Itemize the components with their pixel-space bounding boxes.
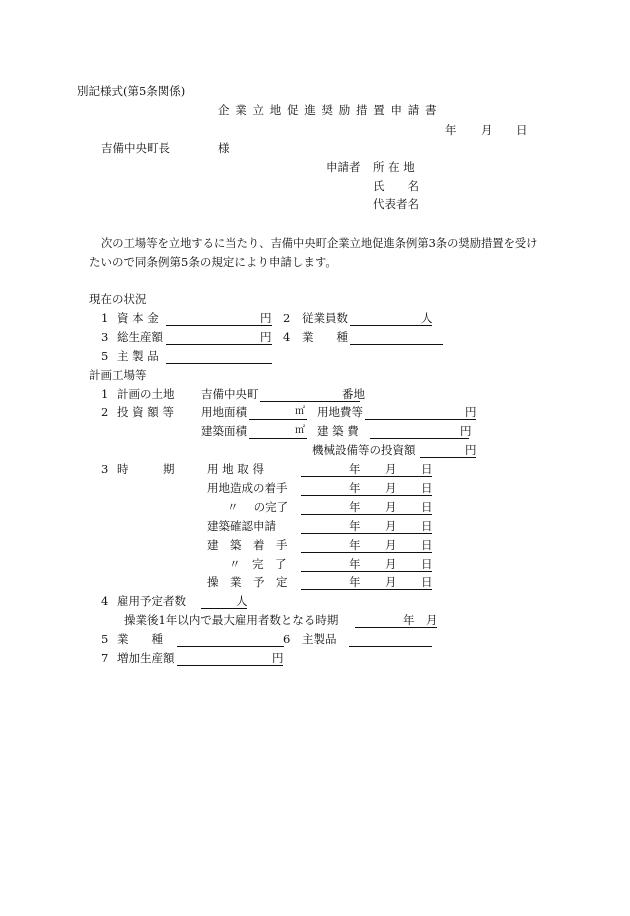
item-number: 6 (283, 632, 291, 646)
body-line-1: 次の工場等を立地するに当たり、吉備中央町企業立地促進条例第3条の奨励措置を受け (101, 237, 538, 250)
building-cost-field[interactable] (370, 426, 469, 439)
body-line-2: たいので同条例第5条の規定により申請します。 (89, 255, 337, 269)
building-cost-label: 建 築 費 (317, 424, 359, 438)
total-production-field[interactable] (166, 332, 272, 345)
month-unit: 月 (385, 538, 397, 552)
main-product-label: 主 製 品 (117, 349, 159, 363)
year-unit: 年 (349, 538, 361, 552)
schedule-date-field[interactable] (301, 540, 432, 553)
month-unit: 月 (385, 557, 397, 571)
schedule-label: 操 業 予 定 (207, 575, 288, 589)
month-unit: 月 (385, 462, 397, 476)
item-number: 3 (101, 462, 109, 476)
equipment-label: 機械設備等の投資額 (312, 443, 416, 457)
year-unit: 年 (349, 462, 361, 476)
square-meter-unit: ㎡ (295, 406, 305, 417)
square-meter-unit: ㎡ (295, 425, 305, 436)
item-number: 2 (101, 405, 109, 419)
hiring-label: 雇用予定者数 (117, 594, 186, 608)
current-heading: 現在の状況 (89, 292, 147, 306)
page-title: 企業立地促進奨励措置申請書 (218, 103, 443, 117)
year-unit: 年 (349, 575, 361, 589)
added-production-field[interactable] (177, 653, 283, 666)
main-product-field[interactable] (166, 351, 272, 364)
year-unit: 年 (349, 519, 361, 533)
max-hiring-field[interactable] (355, 615, 437, 628)
yen-unit: 円 (260, 330, 272, 344)
item-number: 5 (101, 632, 109, 646)
day-unit: 日 (421, 519, 433, 533)
land-area-label: 用地面積 (201, 405, 247, 419)
item-number: 4 (283, 330, 291, 344)
main-product-field[interactable] (349, 634, 432, 647)
year-unit: 年 (349, 557, 361, 571)
schedule-date-field[interactable] (301, 521, 432, 534)
schedule-date-field[interactable] (301, 559, 432, 572)
schedule-date-field[interactable] (301, 464, 432, 477)
business-type-field[interactable] (177, 634, 284, 647)
schedule-label: 用地造成の着手 (207, 481, 288, 495)
item-number: 2 (283, 311, 291, 325)
date-year: 年 (445, 123, 457, 137)
day-unit: 日 (421, 538, 433, 552)
added-production-label: 増加生産額 (117, 651, 175, 665)
land-cost-label: 用地費等 (317, 405, 363, 419)
year-unit: 年 (349, 481, 361, 495)
name-label: 氏 名 (373, 179, 419, 193)
form-label: 別記様式(第5条関係) (77, 84, 186, 98)
yen-unit: 円 (465, 405, 477, 419)
date-month: 月 (481, 123, 493, 137)
representative-label: 代表者名 (373, 197, 419, 211)
investment-label: 投 資 額 等 (117, 405, 174, 419)
plan-heading: 計画工場等 (89, 368, 147, 382)
month-unit: 月 (385, 575, 397, 589)
yen-unit: 円 (260, 311, 272, 325)
max-hiring-label: 操業後1年以内で最大雇用者数となる時期 (124, 613, 339, 627)
building-area-label: 建築面積 (201, 424, 247, 438)
item-number: 3 (101, 330, 109, 344)
month-unit: 月 (385, 500, 397, 514)
total-production-label: 総生産額 (117, 330, 163, 344)
month-unit: 月 (385, 519, 397, 533)
day-unit: 日 (421, 557, 433, 571)
schedule-date-field[interactable] (301, 577, 432, 590)
item-number: 1 (101, 387, 109, 401)
address-label: 所 在 地 (373, 160, 415, 174)
person-unit: 人 (236, 594, 248, 608)
business-type-label: 業 種 (117, 632, 163, 646)
main-product-label: 主製品 (302, 632, 337, 646)
schedule-label: 建築確認申請 (207, 519, 276, 533)
schedule-label: 〃 の完了 (227, 500, 289, 514)
day-unit: 日 (421, 500, 433, 514)
day-unit: 日 (421, 462, 433, 476)
month-unit: 月 (385, 481, 397, 495)
land-cost-field[interactable] (365, 407, 476, 420)
timing-label: 時 期 (117, 462, 175, 476)
honorific: 様 (218, 141, 230, 155)
business-type-field[interactable] (350, 332, 443, 345)
addressee: 吉備中央町長 (101, 141, 170, 155)
item-number: 1 (101, 311, 109, 325)
year-unit: 年 (349, 500, 361, 514)
applicant-label: 申請者 (326, 160, 361, 174)
schedule-date-field[interactable] (301, 483, 432, 496)
item-number: 5 (101, 349, 109, 363)
schedule-label: 用 地 取 得 (207, 462, 264, 476)
day-unit: 日 (421, 481, 433, 495)
item-number: 7 (101, 651, 109, 665)
capital-field[interactable] (166, 313, 272, 326)
schedule-label: 〃 完 了 (229, 557, 287, 571)
date-day: 日 (516, 123, 528, 137)
employees-label: 従業員数 (302, 311, 348, 325)
land-label: 計画の土地 (117, 387, 175, 401)
person-unit: 人 (421, 311, 433, 325)
day-unit: 日 (421, 575, 433, 589)
item-number: 4 (101, 594, 109, 608)
capital-label: 資 本 金 (117, 311, 159, 325)
banchi-label: 番地 (342, 387, 365, 401)
employees-field[interactable] (350, 313, 432, 326)
month-unit: 月 (426, 613, 438, 627)
business-type-label: 業 種 (302, 330, 348, 344)
schedule-date-field[interactable] (301, 502, 432, 515)
town-name: 吉備中央町 (201, 387, 259, 401)
yen-unit: 円 (465, 443, 477, 457)
schedule-label: 建 築 着 手 (207, 538, 288, 552)
yen-unit: 円 (272, 651, 284, 665)
yen-unit: 円 (460, 424, 472, 438)
year-unit: 年 (403, 613, 415, 627)
